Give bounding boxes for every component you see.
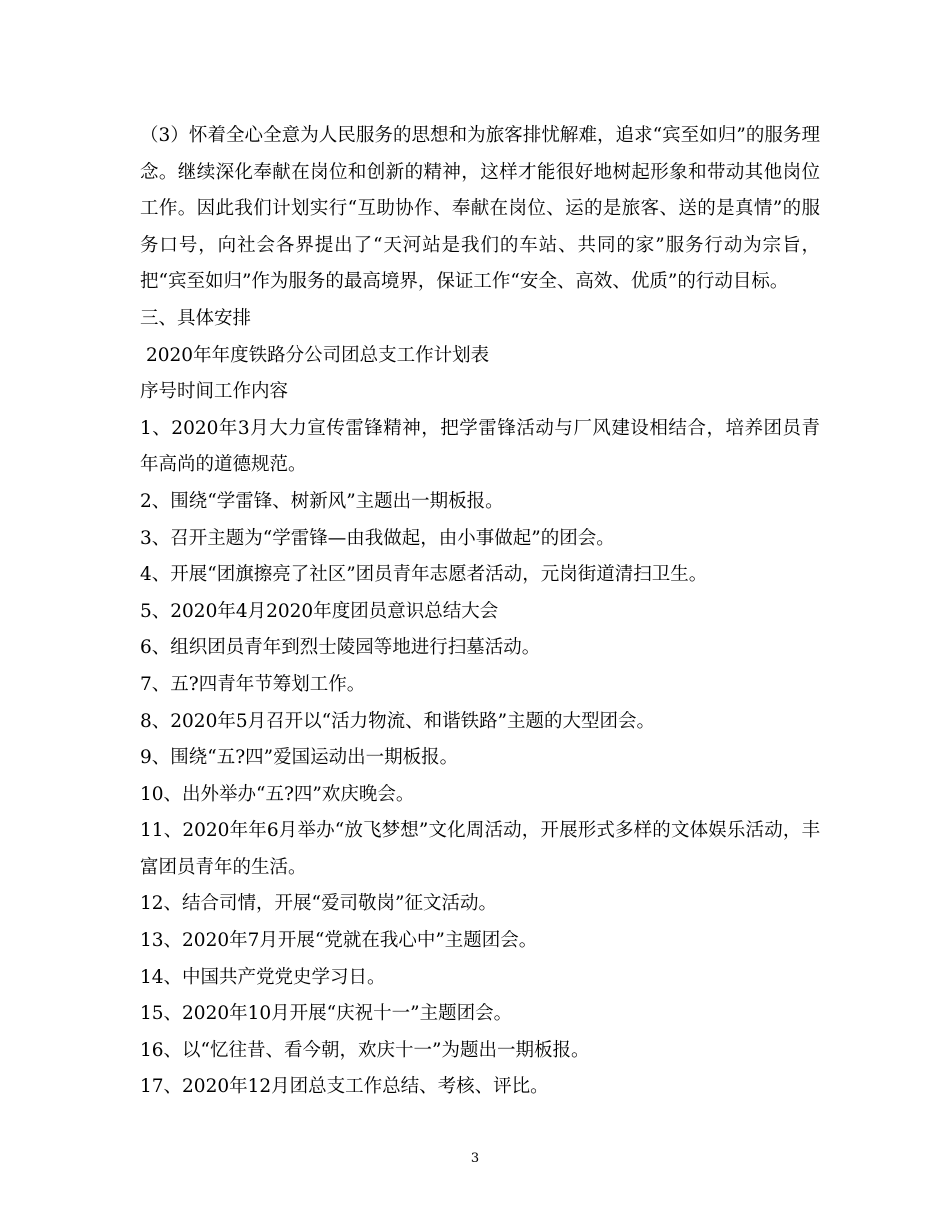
plan-item-3: 3、召开主题为“学雷锋—由我做起，由小事做起”的团会。 [140, 527, 615, 549]
page-number: 3 [470, 1151, 480, 1166]
plan-item-1: 1、2020年3月大力宣传雷锋精神，把学雷锋活动与厂风建设相结合，培养团员青年高尚的道德规范。 [140, 417, 820, 476]
plan-item-10: 10、出外举办“五?四”欢庆晚会。 [140, 783, 415, 805]
plan-item-8: 8、2020年5月召开以“活力物流、和谐铁路”主题的大型团会。 [140, 710, 656, 732]
plan-table-header: 序号时间工作内容 [140, 381, 289, 403]
plan-item-11: 11、2020年年6月举办“放飞梦想”文化周活动，开展形式多样的文体娱乐活动，丰富团员青年的生活。 [140, 820, 820, 878]
plan-item-6: 6、组织团员青年到烈士陵园等地进行扫墓活动。 [140, 637, 541, 659]
document-body [140, 118, 820, 1106]
section-heading-arrangement: 三、具体安排 [140, 307, 252, 329]
plan-item-5: 5、2020年4月2020年度团员意识总结大会 [140, 600, 499, 622]
paragraph-service-concept: （3）怀着全心全意为人民服务的思想和为旅客排忧解难，追求“宾至如归”的服务理念。继续深化奉献在岗位和创新的精神，这样才能很好地树起形象和带动其他岗位工作。因此我们计划实行“互助协作、奉献在岗位、运的是旅客、送的是真情”的服务口号，向社会各界提出了“天河站是我们的车站、共同的家”服务行动为宗旨，把“宾至如归”作为服务的最高境界，保证工作“安全、高效、优质”的行动目标。 [140, 125, 820, 293]
plan-item-14: 14、中国共产党党史学习日。 [140, 966, 386, 988]
plan-item-15: 15、2020年10月开展“庆祝十一”主题团会。 [140, 1003, 513, 1025]
plan-item-2: 2、围绕“学雷锋、树新风”主题出一期板报。 [140, 490, 504, 512]
plan-item-12: 12、结合司情，开展“爱司敬岗”征文活动。 [140, 893, 497, 915]
plan-item-4: 4、开展“团旗擦亮了社区”团员青年志愿者活动，元岗街道清扫卫生。 [140, 564, 708, 586]
plan-item-9: 9、围绕“五?四”爱国运动出一期板报。 [140, 747, 459, 769]
plan-table-title: 2020年年度铁路分公司团总支工作计划表 [146, 344, 490, 366]
plan-item-16: 16、以“忆往昔、看今朝，欢庆十一”为题出一期板报。 [140, 1039, 590, 1061]
plan-item-17: 17、2020年12月团总支工作总结、考核、评比。 [140, 1076, 549, 1098]
plan-item-7: 7、五?四青年节筹划工作。 [140, 673, 366, 695]
plan-item-13: 13、2020年7月开展“党就在我心中”主题团会。 [140, 930, 538, 952]
